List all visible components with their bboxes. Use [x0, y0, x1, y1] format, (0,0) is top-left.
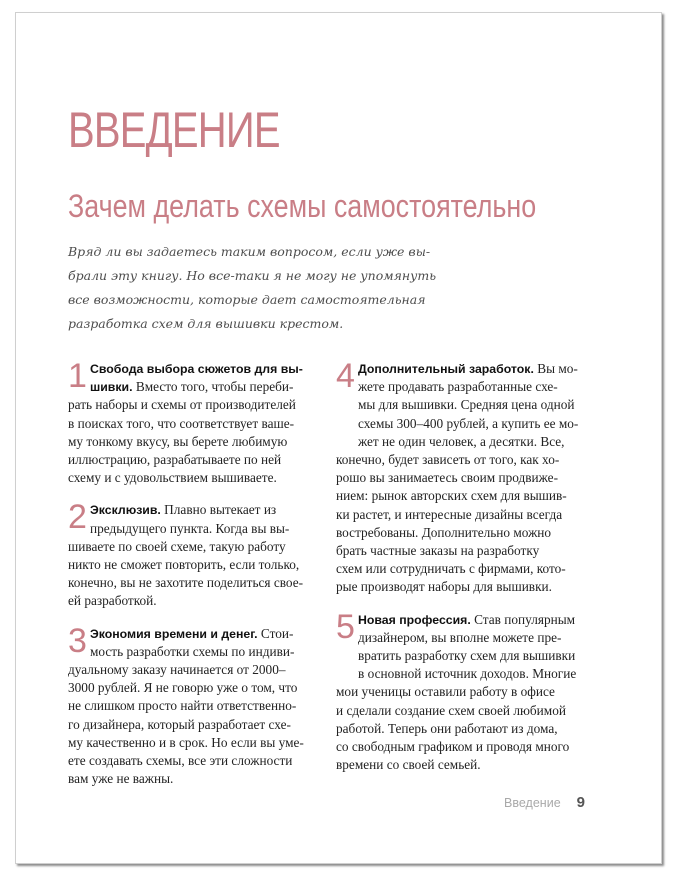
item-line: работой. Теперь они работают из дома, [336, 720, 558, 736]
item-line: вам уже не важны. [68, 771, 174, 787]
item-heading: Дополнительный заработок. [358, 362, 534, 376]
item-line: предыдущего пункта. Когда вы вы- [90, 520, 290, 536]
item-line: мои ученицы оставили работу в офисе [336, 684, 555, 700]
item-heading: Экономия времени и денег. [90, 626, 258, 641]
item-number: 2 [68, 498, 87, 537]
item-number: 3 [68, 621, 87, 660]
item-line: рые производят наборы для вышивки. [336, 579, 552, 595]
intro-line: Вряд ли вы задаетесь таким вопросом, если уже вы- [68, 244, 431, 259]
item-line: шиваете по своей схеме, такую работу [68, 538, 286, 554]
left-column [68, 357, 318, 802]
item-line: жет не один человек, а десятки. Все, [358, 433, 565, 449]
item-text: Вы мо- [533, 361, 578, 376]
item-line: в основной источник доходов. Многие [358, 666, 577, 682]
item-line: схем или сотрудничать с фирмами, кото- [336, 561, 566, 577]
item-text: Вместо того, чтобы переби- [132, 379, 294, 395]
running-footer-label: Введение [504, 796, 561, 810]
item-line: му тонкому вкусу, вы берете любимую [68, 433, 288, 449]
item-line: никто не сможет повторить, если только, [68, 557, 300, 573]
item-text: Стои- [257, 625, 294, 641]
item-line: жете продавать разработанные схе- [358, 379, 558, 395]
item-line: дуальному заказу начинается от 2000– [68, 662, 286, 678]
item-line: схемы 300–400 рублей, а купить ее мо- [358, 415, 579, 431]
item-heading: шивки. [90, 380, 133, 395]
item-line [336, 611, 586, 629]
item-line [68, 501, 318, 519]
page-title: ВВЕДЕНИЕ [68, 102, 280, 158]
list-item-1 [68, 357, 318, 487]
intro-paragraph [68, 240, 528, 336]
item-line: мы для вышивки. Средняя цена одной [358, 397, 575, 413]
right-column [336, 357, 586, 788]
page-number: 9 [576, 794, 585, 811]
item-line: мость разработки схемы по индиви- [90, 643, 295, 659]
list-item-3 [68, 621, 318, 789]
intro-line: брали эту книгу. Но все-таки я не могу не упомянуть [68, 268, 436, 283]
item-text: Плавно вытекает из [160, 502, 277, 518]
item-line: не слишком просто найти ответственно- [68, 698, 297, 714]
item-line [68, 625, 318, 643]
item-line [68, 378, 318, 396]
item-heading: Новая профессия. [358, 612, 471, 627]
list-item-2 [68, 498, 318, 610]
item-line: 3000 рублей. Я не говорю уже о том, что [68, 680, 298, 696]
item-line: в поисках того, что соответствует ваше- [68, 415, 295, 431]
item-line: дизайнером, вы вполне можете пре- [358, 629, 562, 645]
item-line: схему и с удовольствием вышиваете. [68, 470, 277, 486]
item-line: вратить разработку схем для вышивки [358, 648, 576, 664]
item-heading: Свобода выбора сюжетов для вы- [90, 362, 303, 376]
item-line: востребованы. Дополнительно можно [336, 524, 552, 540]
item-heading: Эксклюзив. [90, 503, 161, 518]
item-line: ей разработкой. [68, 593, 157, 609]
list-item-5 [336, 607, 586, 775]
item-text: Став популярным [470, 611, 576, 627]
item-line: ете создавать схемы, все эти сложности [68, 753, 293, 769]
item-line: брать частные заказы на разработку [336, 543, 540, 559]
item-line [336, 360, 586, 378]
item-line [68, 360, 318, 378]
item-line: и сделали создание схем своей любимой [336, 702, 566, 718]
item-line: рать наборы и схемы от производителей [68, 397, 296, 413]
item-line: го дизайнера, который разработает схе- [68, 716, 291, 732]
item-line: рошо вы занимаетесь своим продвиже- [336, 470, 559, 486]
item-line: му качественно и в срок. Но если вы уме- [68, 734, 304, 750]
item-line: иллюстрацию, разрабатываете по ней [68, 452, 282, 468]
item-line: со свободным графиком и проводя много [336, 739, 570, 755]
item-line: конечно, вы не захотите поделиться свое- [68, 575, 304, 591]
list-item-4 [336, 357, 586, 597]
page-footer [504, 794, 585, 811]
intro-line: все возможности, которые дает самостоятельная [68, 292, 426, 307]
item-number: 5 [336, 607, 355, 646]
item-line: нием: рынок авторских схем для вышив- [336, 488, 567, 504]
item-line: времени со своей семьей. [336, 757, 481, 773]
item-line: ки растет, и интересные дизайны всегда [336, 506, 563, 522]
section-heading: Зачем делать схемы самостоятельно [68, 188, 537, 224]
item-number: 4 [336, 357, 355, 395]
item-number: 1 [68, 357, 87, 395]
intro-line: разработка схем для вышивки крестом. [68, 316, 344, 331]
item-line: конечно, будет зависеть от того, как хо- [336, 452, 560, 468]
